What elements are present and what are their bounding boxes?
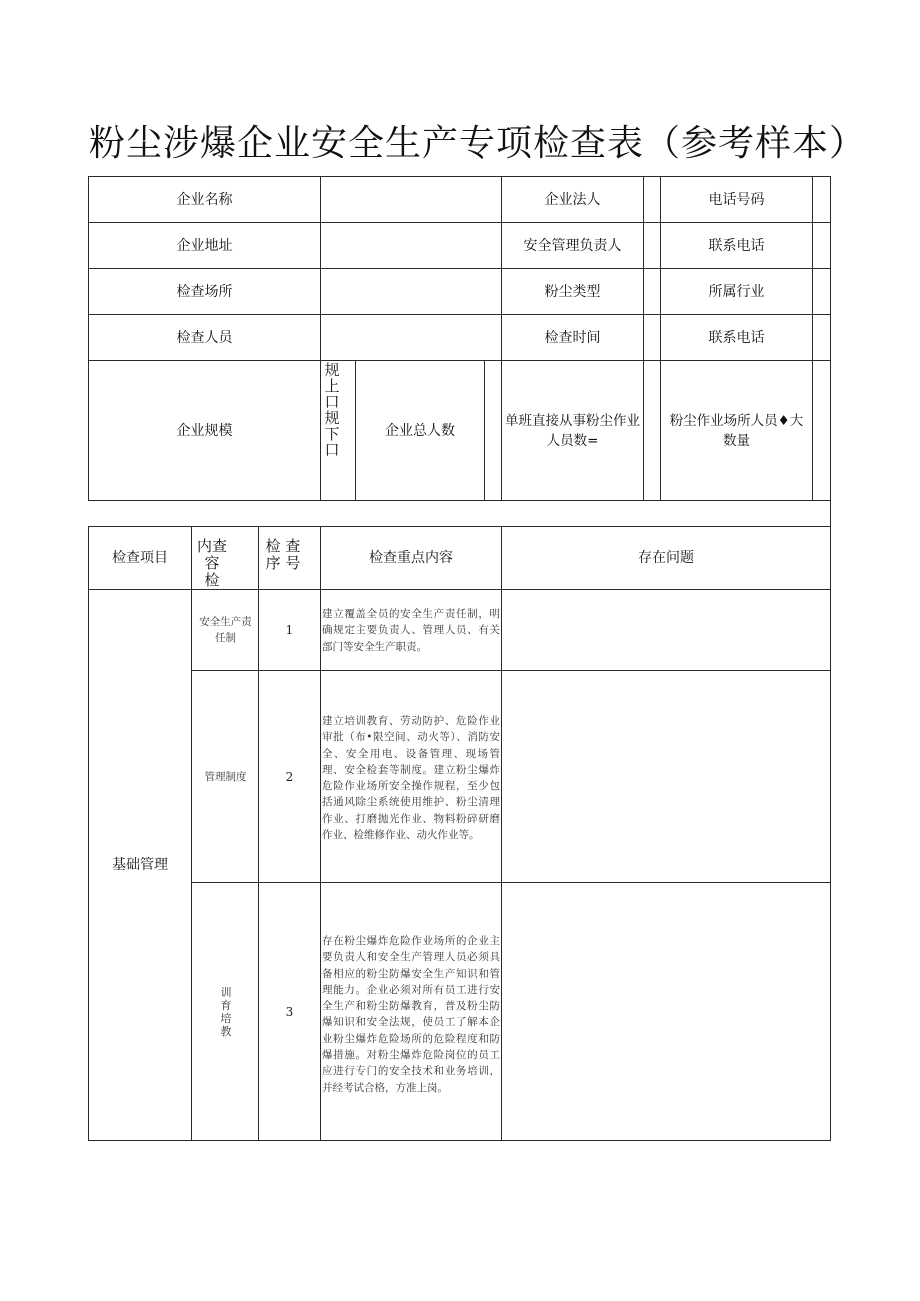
row-seq: 1 <box>285 623 294 637</box>
header-content <box>192 538 232 589</box>
row-content: 安全生产责任制 <box>199 616 252 644</box>
industry-label: 所属行业 <box>708 283 765 300</box>
row-key-points: 建立培训教育、劳动防护、危险作业审批（布•限空间、动火等）、消防安全、安全用电、设备管理、现场管理、安全检套等制度。建立粉尘爆炸危险作业场所安全操作规程，至少包括通风除尘系统使用维护、粉尘清理作业、打磨抛光作业、物料粉碎研磨作业、检维修作业、动火作业等。 <box>322 715 500 842</box>
row-seq: 2 <box>285 769 294 784</box>
header-content-line: 容 <box>204 554 220 572</box>
row-content-char: 训 <box>220 986 232 999</box>
scale-option-char: 规 <box>324 361 340 379</box>
row-key-points: 存在粉尘爆炸危险作业场所的企业主要负责人和安全生产管理人员必须具备相应的粉尘防爆安全生产知识和管理能力。企业必须对所有员工进行安全生产和粉尘防爆教育，普及粉尘防爆知识和安全法规，使员工了解本企业粉尘爆炸危险场所的危险程度和防爆措施。对粉尘爆炸危险岗位的员工应进行专门的安全技术和业务培训，并经考试合格，方准上岗。 <box>322 935 500 1094</box>
scale-options[interactable] <box>322 362 342 458</box>
header-content-line: 检 <box>204 571 220 589</box>
legal-person-label: 企业法人 <box>544 191 601 208</box>
inspectors-label: 检查人员 <box>176 329 233 346</box>
scale-option-char: 下 <box>324 425 340 443</box>
address-label: 企业地址 <box>176 237 233 254</box>
scale-label: 企业规模 <box>176 422 233 439</box>
row-issue[interactable] <box>502 883 830 1140</box>
row-key-points: 建立覆盖全员的安全生产责任制，明确规定主要负责人、管理人员、有关部门等安全生产职责。 <box>322 608 500 653</box>
page-title: 粉尘涉爆企业安全生产专项检查表（参考样本） <box>89 123 867 164</box>
row-content-char: 育 <box>220 999 232 1012</box>
inspection-site-label: 检查场所 <box>176 283 233 300</box>
header-key-points: 检查重点内容 <box>369 550 453 566</box>
inspection-time-label: 检查时间 <box>544 329 601 346</box>
category-basic-management: 基础管理 <box>112 857 168 873</box>
safety-manager-label: 安全管理负责人 <box>523 237 622 254</box>
contact-phone-label: 联系电话 <box>708 237 765 254</box>
scale-option-char: 上 <box>324 377 340 395</box>
header-seq <box>259 538 307 572</box>
row-content-char: 教 <box>220 1025 232 1038</box>
header-issues: 存在问题 <box>638 550 694 566</box>
total-staff-label: 企业总人数 <box>385 422 455 439</box>
company-name-value[interactable] <box>321 177 501 222</box>
row-content-char: 培 <box>220 1012 232 1025</box>
scale-option-char: 口 <box>324 441 340 459</box>
inspection-site-value[interactable] <box>321 269 501 314</box>
header-seq-line: 序 号 <box>265 554 301 572</box>
header-item: 检查项目 <box>112 550 168 566</box>
row-content <box>216 986 236 1038</box>
address-value[interactable] <box>321 223 501 268</box>
scale-option-char: 口 <box>324 393 340 411</box>
contact-phone-2-label: 联系电话 <box>708 329 765 346</box>
company-name-label: 企业名称 <box>176 191 233 208</box>
inspectors-value[interactable] <box>321 315 501 360</box>
header-seq-line: 检 查 <box>265 537 301 555</box>
scale-option-char: 规 <box>324 409 340 427</box>
shift-dust-workers-label: 单班直接从事粉尘作业人员数= <box>505 412 640 449</box>
row-issue[interactable] <box>502 590 830 670</box>
row-seq: 3 <box>285 1004 294 1019</box>
phone-label: 电话号码 <box>708 191 765 208</box>
header-content-line: 内查 <box>196 537 227 555</box>
dust-type-label: 粉尘类型 <box>544 283 601 300</box>
row-issue[interactable] <box>502 671 830 882</box>
row-content: 管理制度 <box>204 770 247 783</box>
max-dust-site-staff-label: 粉尘作业场所人员♦大数量 <box>669 412 804 449</box>
